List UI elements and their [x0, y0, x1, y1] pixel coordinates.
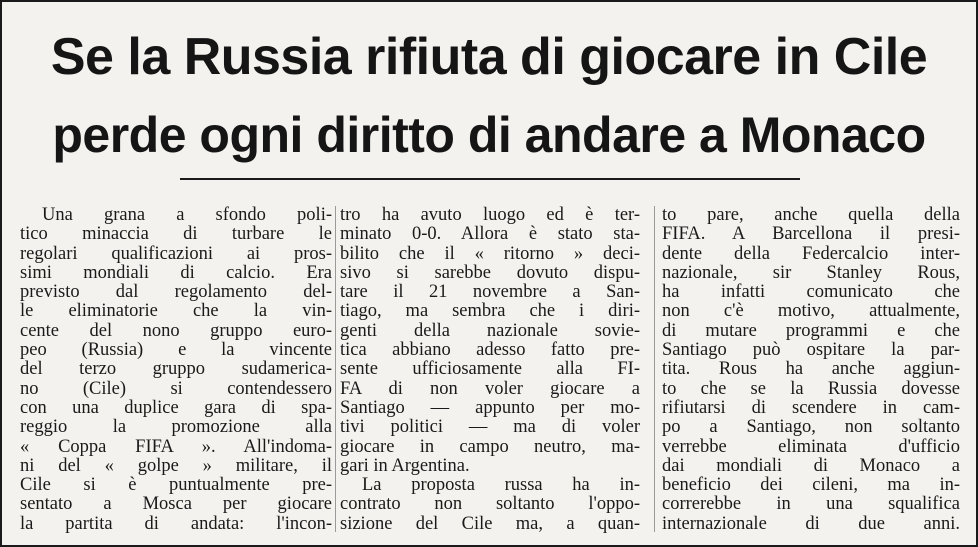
text-line: gari in Argentina. — [340, 455, 470, 476]
text-line: Cile si è puntualmente pre- — [20, 475, 332, 496]
text-line: tro ha avuto luogo ed è ter- — [340, 205, 640, 225]
text-line: sentato a Mosca per giocare — [20, 494, 332, 515]
text-line: sizione del Cile ma, a quan- — [340, 513, 640, 534]
text-line: to pare, anche quella della — [662, 205, 960, 225]
text-line: previsto dal regolamento del- — [20, 282, 332, 303]
text-line: Santiago — appunto per mo- — [340, 397, 640, 418]
article-column-1 — [20, 206, 332, 536]
text-line: verrebbe eliminata d'ufficio — [662, 436, 960, 457]
text-line: tita. Rous ha anche aggiun- — [662, 359, 960, 380]
text-line: ha infatti comunicato che — [662, 282, 960, 303]
text-line: correrebbe in una squalifica — [662, 494, 960, 515]
text-line: FIFA. A Barcellona il presi- — [662, 224, 960, 245]
text-line: « Coppa FIFA ». All'indoma- — [20, 436, 332, 457]
text-line: sivo si sarebbe dovuto dispu- — [340, 262, 640, 283]
headline-line-2: perde ogni diritto di andare a Monaco — [52, 107, 926, 163]
text-line: cente del nono gruppo euro- — [20, 320, 332, 341]
text-line: nazionale, sir Stanley Rous, — [662, 262, 960, 283]
column-divider — [654, 206, 655, 532]
headline-rule — [180, 178, 800, 180]
text-line: bilito che il « ritorno » deci- — [340, 243, 640, 264]
text-line: di mutare programmi e che — [662, 320, 960, 341]
text-line: minato 0-0. Allora è stato sta- — [340, 224, 640, 245]
text-line: regolari qualificazioni ai pros- — [20, 243, 332, 264]
text-line: le eliminatorie che la vin- — [20, 301, 332, 322]
text-line: FA di non voler giocare a — [340, 378, 640, 399]
text-line: tico minaccia di turbare le — [20, 224, 332, 245]
headline-line-1: Se la Russia rifiuta di giocare in Cile — [50, 28, 928, 86]
text-line: Una grana a sfondo poli- — [42, 205, 332, 225]
text-line: la partita di andata: l'incon- — [20, 513, 332, 534]
text-line: dai mondiali di Monaco a — [662, 455, 960, 476]
text-line: con una duplice gara di spa- — [20, 397, 332, 418]
text-line: internazionale di due anni. — [662, 513, 960, 534]
text-line: genti della nazionale sovie- — [340, 320, 640, 341]
text-line: La proposta russa ha in- — [362, 475, 640, 496]
text-line: tivi politici — ma di voler — [340, 417, 640, 438]
text-line: po a Santiago, non soltanto — [662, 417, 960, 438]
column-divider — [335, 206, 336, 532]
text-line: sente ufficiosamente alla FI- — [340, 359, 640, 380]
text-line: dente della Federcalcio inter- — [662, 243, 960, 264]
text-line: simi mondiali di calcio. Era — [20, 262, 332, 283]
text-line: contrato non soltanto l'oppo- — [340, 494, 640, 515]
text-line: ni del « golpe » militare, il — [20, 455, 332, 476]
article-column-2 — [340, 206, 640, 536]
text-line: giocare in campo neutro, ma- — [340, 436, 640, 457]
text-line: peo (Russia) e la vincente — [20, 340, 332, 361]
text-line: tiago, ma sembra che i diri- — [340, 301, 640, 322]
article-column-3 — [662, 206, 960, 536]
text-line: beneficio dei cileni, ma in- — [662, 475, 960, 496]
text-line: tare il 21 novembre a San- — [340, 282, 640, 303]
text-line: non c'è motivo, attualmente, — [662, 301, 960, 322]
text-line: del terzo gruppo sudamerica- — [20, 359, 332, 380]
text-line: to che se la Russia dovesse — [662, 378, 960, 399]
text-line: rifiutarsi di scendere in cam- — [662, 397, 960, 418]
text-line: no (Cile) si contendessero — [20, 378, 332, 399]
text-line: reggio la promozione alla — [20, 417, 332, 438]
text-line: tica abbiano adesso fatto pre- — [340, 340, 640, 361]
text-line: Santiago può ospitare la par- — [662, 340, 960, 361]
